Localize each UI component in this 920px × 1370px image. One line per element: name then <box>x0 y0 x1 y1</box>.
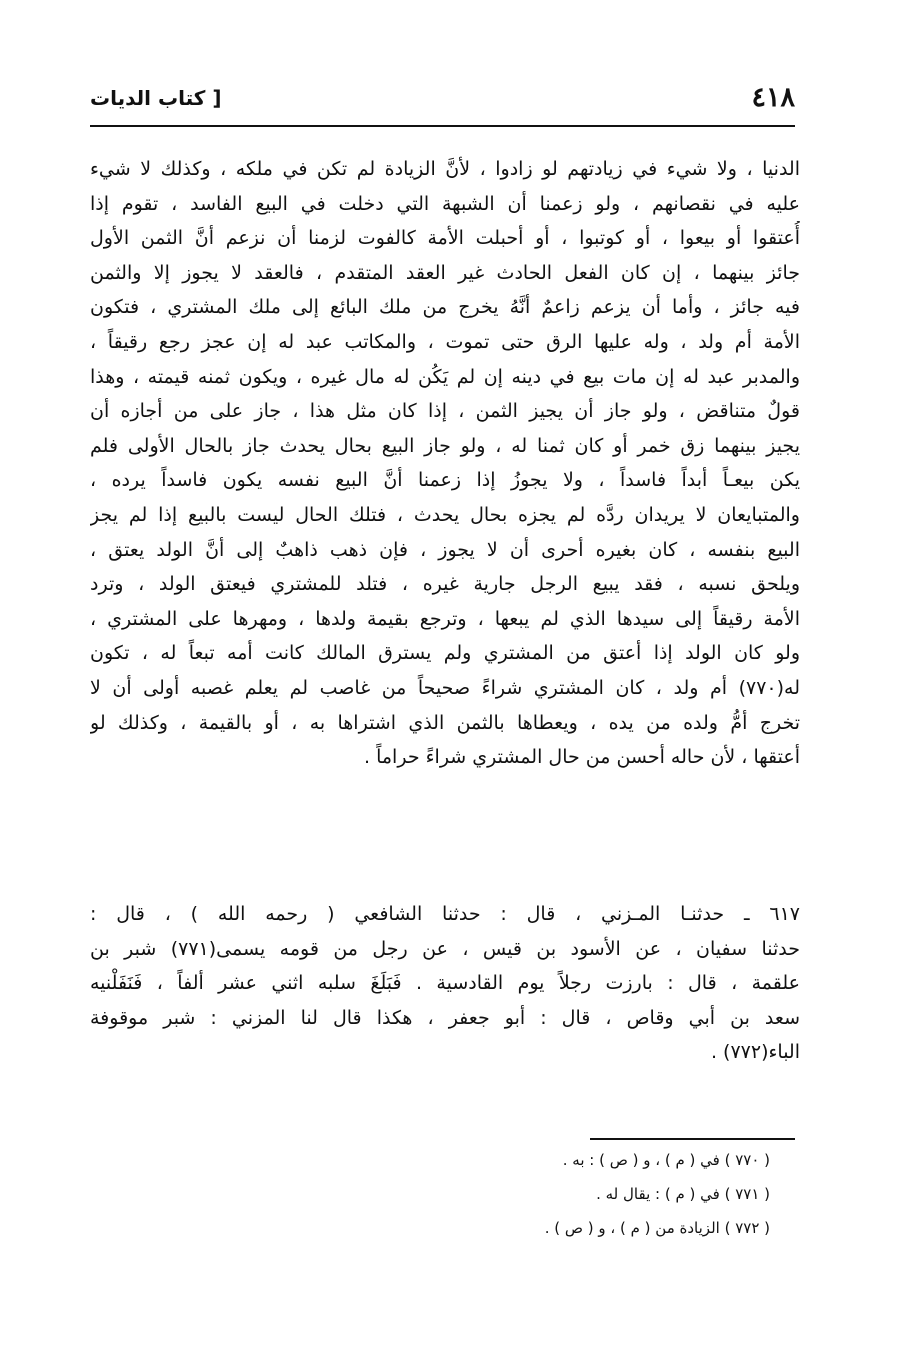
running-head: [ كتاب الديات <box>90 86 222 110</box>
hadith-line: علقمة ، قال : بارزت رجلاً يوم القادسية . فَبَلَغَ سلبه اثني عشر ألفاً ، فَنَفَلْنيه <box>90 972 800 995</box>
hadith-line: حدثنا سفيان ، عن الأسود بن قيس ، عن رجل من قومه يسمى(٧٧١) شبر بن <box>90 937 800 960</box>
footnote: ( ٧٧٠ ) في ( م ) ، و ( ص ) : به . <box>562 1151 770 1169</box>
body-line: تخرج أمُّ ولده من يده ، ويعطاها بالثمن الذي اشتراها به ، أو بالقيمة ، وكذلك لو <box>90 711 800 734</box>
footnote: ( ٧٧١ ) في ( م ) : يقال له . <box>596 1185 770 1203</box>
body-line: جائز بينهما ، إن كان الفعل الحادث غير العقد المتقدم ، فالعقد لا يجوز إلا والثمن <box>90 261 800 284</box>
body-line: الأمة أم ولد ، وله عليها الرق حتى تموت ، والمكاتب عبد له إن عجز رجع رقيقاً ، <box>90 330 800 353</box>
body-text <box>90 152 800 775</box>
body-line: ولو كان الولد إذا أعتق من المشتري ولم يسترق المالك كانت أمه تبعاً له ، تكون <box>90 642 800 665</box>
body-line: ويلحق نسبه ، فقد يبيع الرجل جارية غيره ، فتلد للمشتري فيعتق الولد ، وترد <box>90 573 800 596</box>
page-number: ٤١٨ <box>751 82 795 113</box>
header-rule <box>90 125 795 127</box>
body-line: عليه في نقصانهم ، ولو زعمنا أن الشبهة التي دخلت في البيع الفاسد ، تقوم إذا <box>90 192 800 215</box>
hadith-line: الباء(٧٧٢) . <box>710 1041 800 1064</box>
body-line: أُعتقوا أو بيعوا ، أو كوتبوا ، أو أحبلت الأمة كالفوت لزمنا أن نزعم أنَّ الثمن الأول <box>90 227 800 250</box>
footnotes <box>270 1143 770 1245</box>
body-line: يجيز بينهما زق خمر أو كان ثمنا له ، ولو جاز البيع بحال يحدث جاز بالحال الأولى فلم <box>90 434 800 457</box>
body-line: والمدبر عبد له إن مات بيع في دينه إن لم يَكُن له مال غيره ، ويكون ثمنه قيمته ، وهذا <box>90 365 800 388</box>
body-line: قولٌ متناقض ، ولو جاز أن يجيز الثمن ، إذا كان مثل هذا ، جاز على من أجازه أن <box>90 400 800 423</box>
hadith-line: سعد بن أبي وقاص ، قال : أبو جعفر ، هكذا قال لنا المزني : شبر موقوفة <box>90 1006 800 1029</box>
hadith-617 <box>90 897 800 1070</box>
body-line: يكن بيعـاً أبداً فاسداً ، ولا يجوزُ إذا زعمنا أنَّ البيع نفسه يكون فاسداً يرده ، <box>90 469 800 492</box>
body-line: أعتقها ، لأن حاله أحسن من حال المشتري شراءً حراماً . <box>364 746 800 769</box>
body-line: الأمة رقيقاً إلى سيدها الذي لم يبعها ، وترجع بقيمة ولدها ، ومهرها على المشتري ، <box>90 607 800 630</box>
body-line: البيع بنفسه ، كان بغيره أحرى أن لا يجوز ، فإن ذهب ذاهبٌ إلى أنَّ الولد يعتق ، <box>90 538 800 561</box>
footnote-rule <box>590 1138 795 1140</box>
page-header <box>90 80 795 124</box>
hadith-line: ٦١٧ ـ حدثنـا المـزني ، قال : حدثنا الشافعي ( رحمه الله ) ، قال : <box>90 903 800 925</box>
body-line: له(٧٧٠) أم ولد ، كان المشتري شراءً صحيحاً من غاصب لم يعلم غصبه أولى أن لا <box>90 676 800 699</box>
footnote: ( ٧٧٢ ) الزيادة من ( م ) ، و ( ص ) . <box>544 1219 770 1237</box>
body-line: والمتبايعان لا يريدان ردَّه لم يجزه بحال يحدث ، فتلك الحال ليست بالبيع إذا لم يجز <box>90 503 800 526</box>
body-line: الدنيا ، ولا شيء في زيادتهم لو زادوا ، لأنَّ الزيادة لم تكن في ملكه ، وكذلك لا شيء <box>90 158 800 180</box>
body-line: فيه جائز ، وأما أن يزعم زاعمٌ أنَّهُ يخرج من ملك البائع إلى ملك المشتري ، فتكون <box>90 296 800 319</box>
